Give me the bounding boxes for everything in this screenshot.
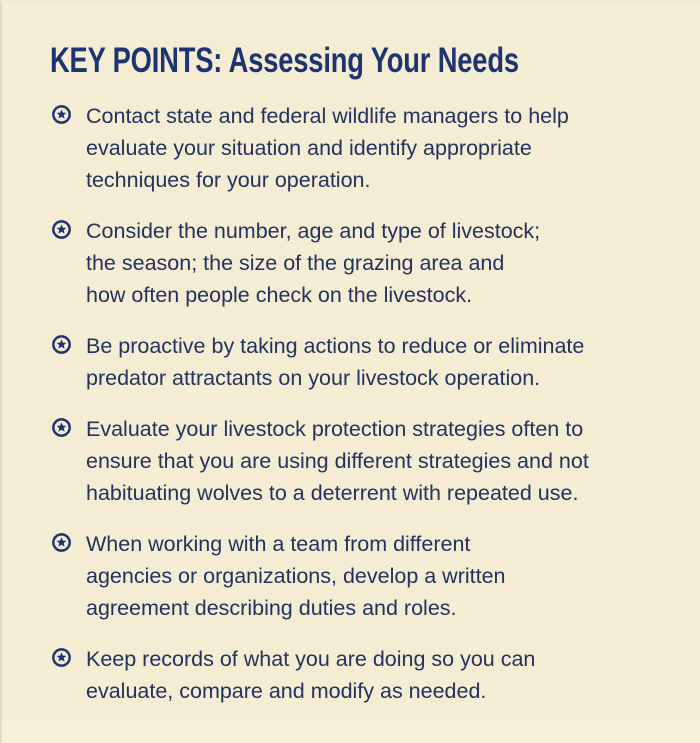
list-item — [52, 528, 652, 624]
list-item — [52, 643, 652, 707]
star-circle-icon — [52, 648, 71, 667]
key-points-list — [52, 100, 652, 726]
point-text: When working with a team from different agencies or organizations, develop a written agreement describing duties and roles. — [86, 532, 506, 620]
star-circle-icon — [52, 105, 71, 124]
list-item — [52, 100, 652, 196]
point-text: Consider the number, age and type of livestock; the season; the size of the grazing area and how often people check on the livestock. — [86, 219, 541, 307]
star-circle-icon — [52, 220, 71, 239]
list-item — [52, 413, 652, 509]
list-item — [52, 330, 652, 394]
list-item — [52, 215, 652, 311]
star-circle-icon — [52, 335, 71, 354]
point-text: Be proactive by taking actions to reduce or eliminate predator attractants on your livestock operation. — [86, 334, 585, 390]
bottom-strip — [2, 719, 700, 743]
point-text: Evaluate your livestock protection strategies often to ensure that you are using different strategies and not habituating wolves to a deterrent with repeated use. — [86, 417, 589, 505]
page-title: KEY POINTS: Assessing Your Needs — [50, 41, 519, 80]
star-circle-icon — [52, 418, 71, 437]
point-text: Contact state and federal wildlife managers to help evaluate your situation and identify appropriate techniques for your operation. — [86, 104, 569, 192]
star-circle-icon — [52, 533, 71, 552]
point-text: Keep records of what you are doing so you can evaluate, compare and modify as needed. — [86, 647, 536, 703]
